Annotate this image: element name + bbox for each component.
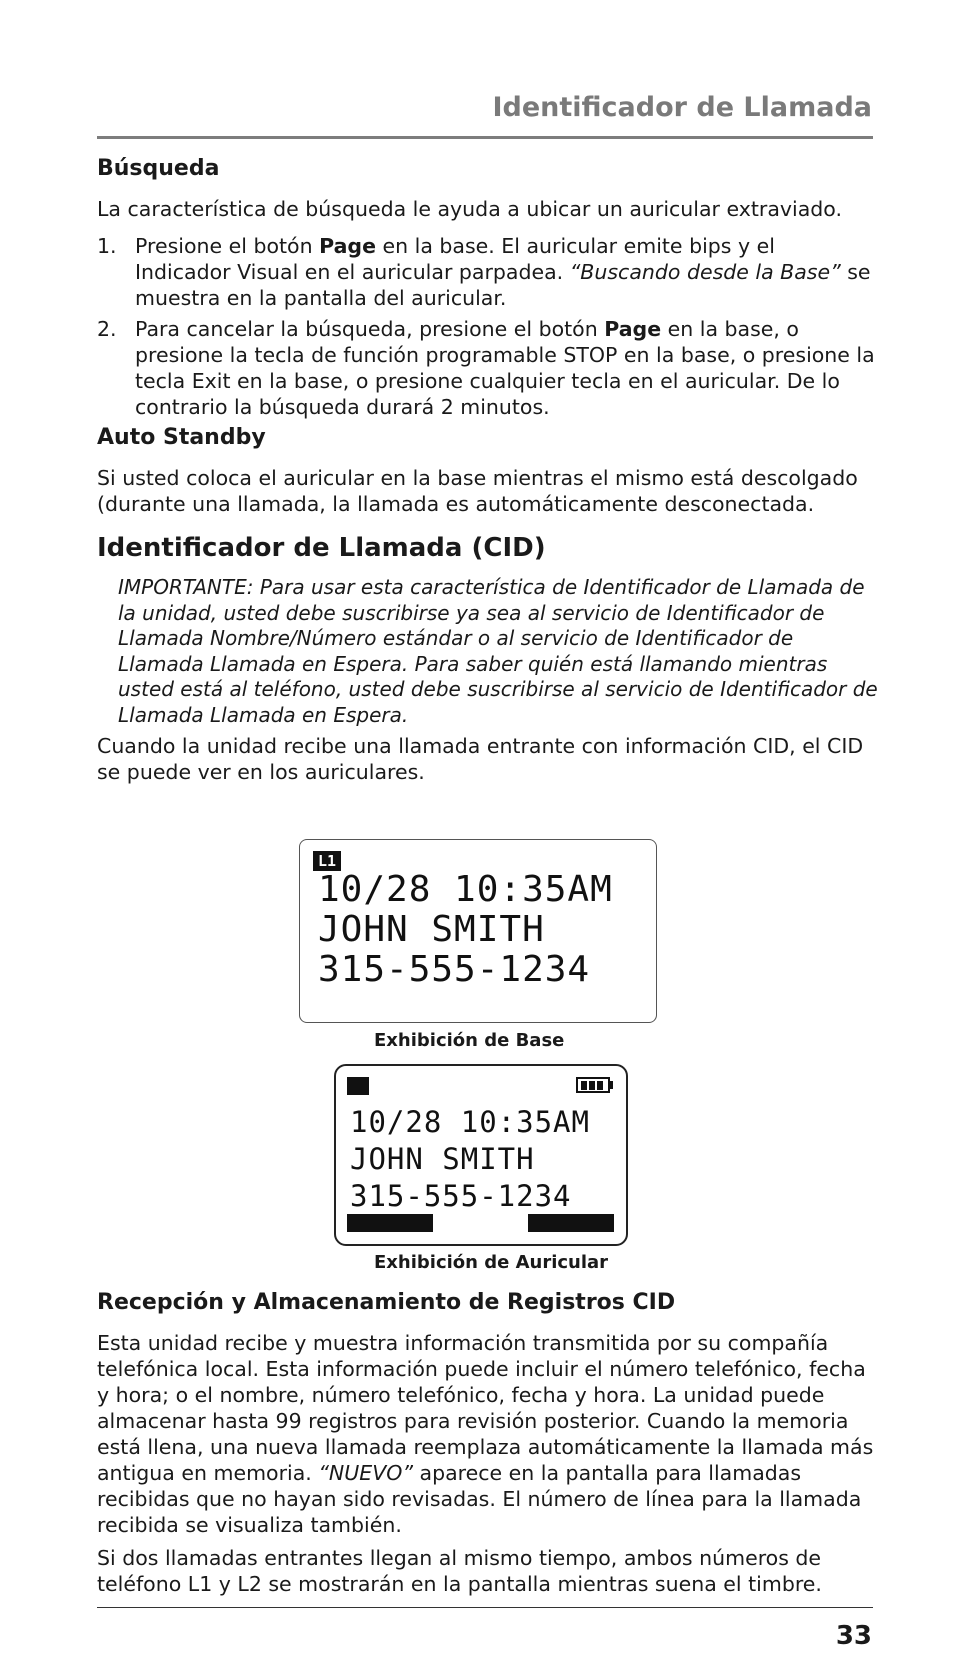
running-header: Identificador de Llamada <box>492 92 872 123</box>
step-text: Presione el botón Page en la base. El auricular emite bips y el Indicador Visual en el auricular parpadea. “Buscando desde la Base” se muestra en la pantalla del auricular. <box>135 234 871 310</box>
handset-display-date: 10/28 10:35AM <box>350 1105 590 1139</box>
header-divider <box>97 136 873 139</box>
busqueda-heading: Búsqueda <box>97 156 220 181</box>
base-display-number: 315-555-1234 <box>318 949 591 990</box>
handset-display-name: JOHN SMITH <box>350 1142 535 1176</box>
left-softkey-bar <box>347 1214 433 1232</box>
standby-heading: Auto Standby <box>97 425 266 450</box>
battery-tip <box>610 1081 613 1089</box>
right-softkey-bar <box>528 1214 614 1232</box>
registros-paragraph-2: Si dos llamadas entrantes llegan al mismo tiempo, ambos números de teléfono L1 y L2 se mostrarán en la pantalla mientras suena el timbre. <box>97 1546 822 1596</box>
page-key-label: Page <box>319 234 376 258</box>
page-key-label: Page <box>604 317 662 341</box>
line-indicator-badge: L1 <box>313 851 341 871</box>
battery-icon <box>576 1077 610 1093</box>
cid-text: Cuando la unidad recibe una llamada entrante con información CID, el CID se puede ver en los auriculares. <box>97 734 864 784</box>
registros-heading: Recepción y Almacenamiento de Registros CID <box>97 1290 676 1315</box>
standby-text: Si usted coloca el auricular en la base mientras el mismo está descolgado (durante una llamada, la llamada es automáticamente desconectada. <box>97 466 858 516</box>
busqueda-intro: La característica de búsqueda le ayuda a ubicar un auricular extraviado. <box>97 197 842 221</box>
step-number: 1. <box>97 234 117 258</box>
cid-important-note: IMPORTANTE: Para usar esta característica de Identificador de Llamada de la unidad, usted debe suscribirse ya sea al servicio de Identificador de Llamada Nombre/Número estándar o al servicio de Identificador de Llamada Llamada en Espera. Para saber quién está llamando mientras usted está al teléfono, usted debe suscribirse al servicio de Identificador de Llamada Llamada en Espera. <box>118 575 878 727</box>
base-display-caption: Exhibición de Base <box>374 1030 565 1051</box>
line-indicator-icon <box>347 1077 369 1095</box>
base-display-name: JOHN SMITH <box>318 909 545 950</box>
footer-divider <box>97 1607 873 1608</box>
step-text: Para cancelar la búsqueda, presione el botón Page en la base, o presione la tecla de función programable STOP en la base, o presione la tecla Exit en la base, o presione cualquier tecla en el auricular. De lo contrario la búsqueda durará 2 minutos. <box>135 317 875 419</box>
base-display-date: 10/28 10:35AM <box>318 869 613 910</box>
page-number: 33 <box>835 1621 872 1651</box>
step-number: 2. <box>97 317 117 341</box>
handset-display-caption: Exhibición de Auricular <box>374 1252 609 1273</box>
handset-display-number: 315-555-1234 <box>350 1179 572 1213</box>
cid-heading: Identificador de Llamada (CID) <box>97 533 546 563</box>
registros-paragraph-1: Esta unidad recibe y muestra información transmitida por su compañía telefónica local. Esta información puede incluir el número telefónico, fecha y hora; o el nombre, número telefónico, fecha y hora. La unidad puede almacenar hasta 99 registros para revisión posterior. Cuando la memoria está llena, una nueva llamada reemplaza automáticamente la llamada más antigua en memoria. “NUEVO” aparece en la pantalla para llamadas recibidas que no hayan sido revisadas. El número de línea para la llamada recibida se visualiza también. <box>97 1331 874 1537</box>
